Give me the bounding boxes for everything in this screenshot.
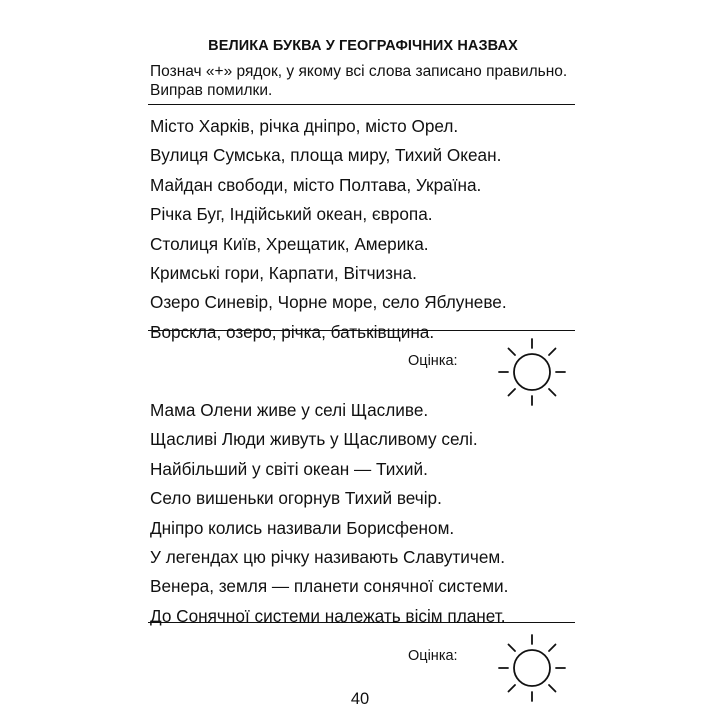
exercise-2-grade-label: Оцінка: — [408, 648, 458, 664]
exercise-1-list — [150, 112, 570, 347]
exercise-2-line: Найбільший у світі океан — Тихий. — [150, 458, 428, 479]
exercise-1-line: Столиця Київ, Хрещатик, Америка. — [150, 233, 429, 254]
exercise-2-divider — [148, 622, 575, 623]
top-divider — [148, 104, 575, 105]
exercise-1-line: Вулиця Сумська, площа миру, Тихий Океан. — [150, 145, 502, 166]
exercise-1-line: Майдан свободи, місто Полтава, Україна. — [150, 174, 482, 195]
exercise-2-line: До Сонячної системи належать вісім планет. — [150, 605, 506, 626]
exercise-1-grade-label: Оцінка: — [408, 353, 458, 369]
exercise-2-list — [150, 396, 570, 631]
instruction-text — [150, 62, 580, 100]
exercise-2-line: Мама Олени живе у селі Щасливе. — [150, 400, 429, 420]
exercise-1-line: Ворскла, озеро, річка, батьківщина. — [150, 321, 435, 342]
exercise-1-line: Річка Буг, Індійський океан, європа. — [150, 204, 433, 225]
instruction-line-1: Познач «+» рядок, у якому всі слова записано правильно. — [150, 63, 568, 80]
exercise-2-line: Щасливі Люди живуть у Щасливому селі. — [150, 429, 478, 450]
exercise-2-line: Дніпро колись називали Борисфеном. — [150, 517, 455, 538]
exercise-2-line: У легендах цю річку називають Славутичем. — [150, 546, 505, 567]
exercise-1-line: Місто Харків, річка дніпро, місто Орел. — [150, 116, 459, 136]
exercise-1-line: Кримські гори, Карпати, Вітчизна. — [150, 262, 417, 283]
exercise-2-line: Село вишеньки огорнув Тихий вечір. — [150, 488, 442, 509]
page-number: 40 — [350, 690, 370, 708]
exercise-2-line: Венера, земля — планети сонячної системи. — [150, 576, 509, 597]
exercise-1-line: Озеро Синевір, Чорне море, село Яблуневе. — [150, 292, 507, 313]
page-title: ВЕЛИКА БУКВА У ГЕОГРАФІЧНИХ НАЗВАХ — [208, 38, 518, 54]
instruction-line-2: Виправ помилки. — [150, 82, 273, 99]
